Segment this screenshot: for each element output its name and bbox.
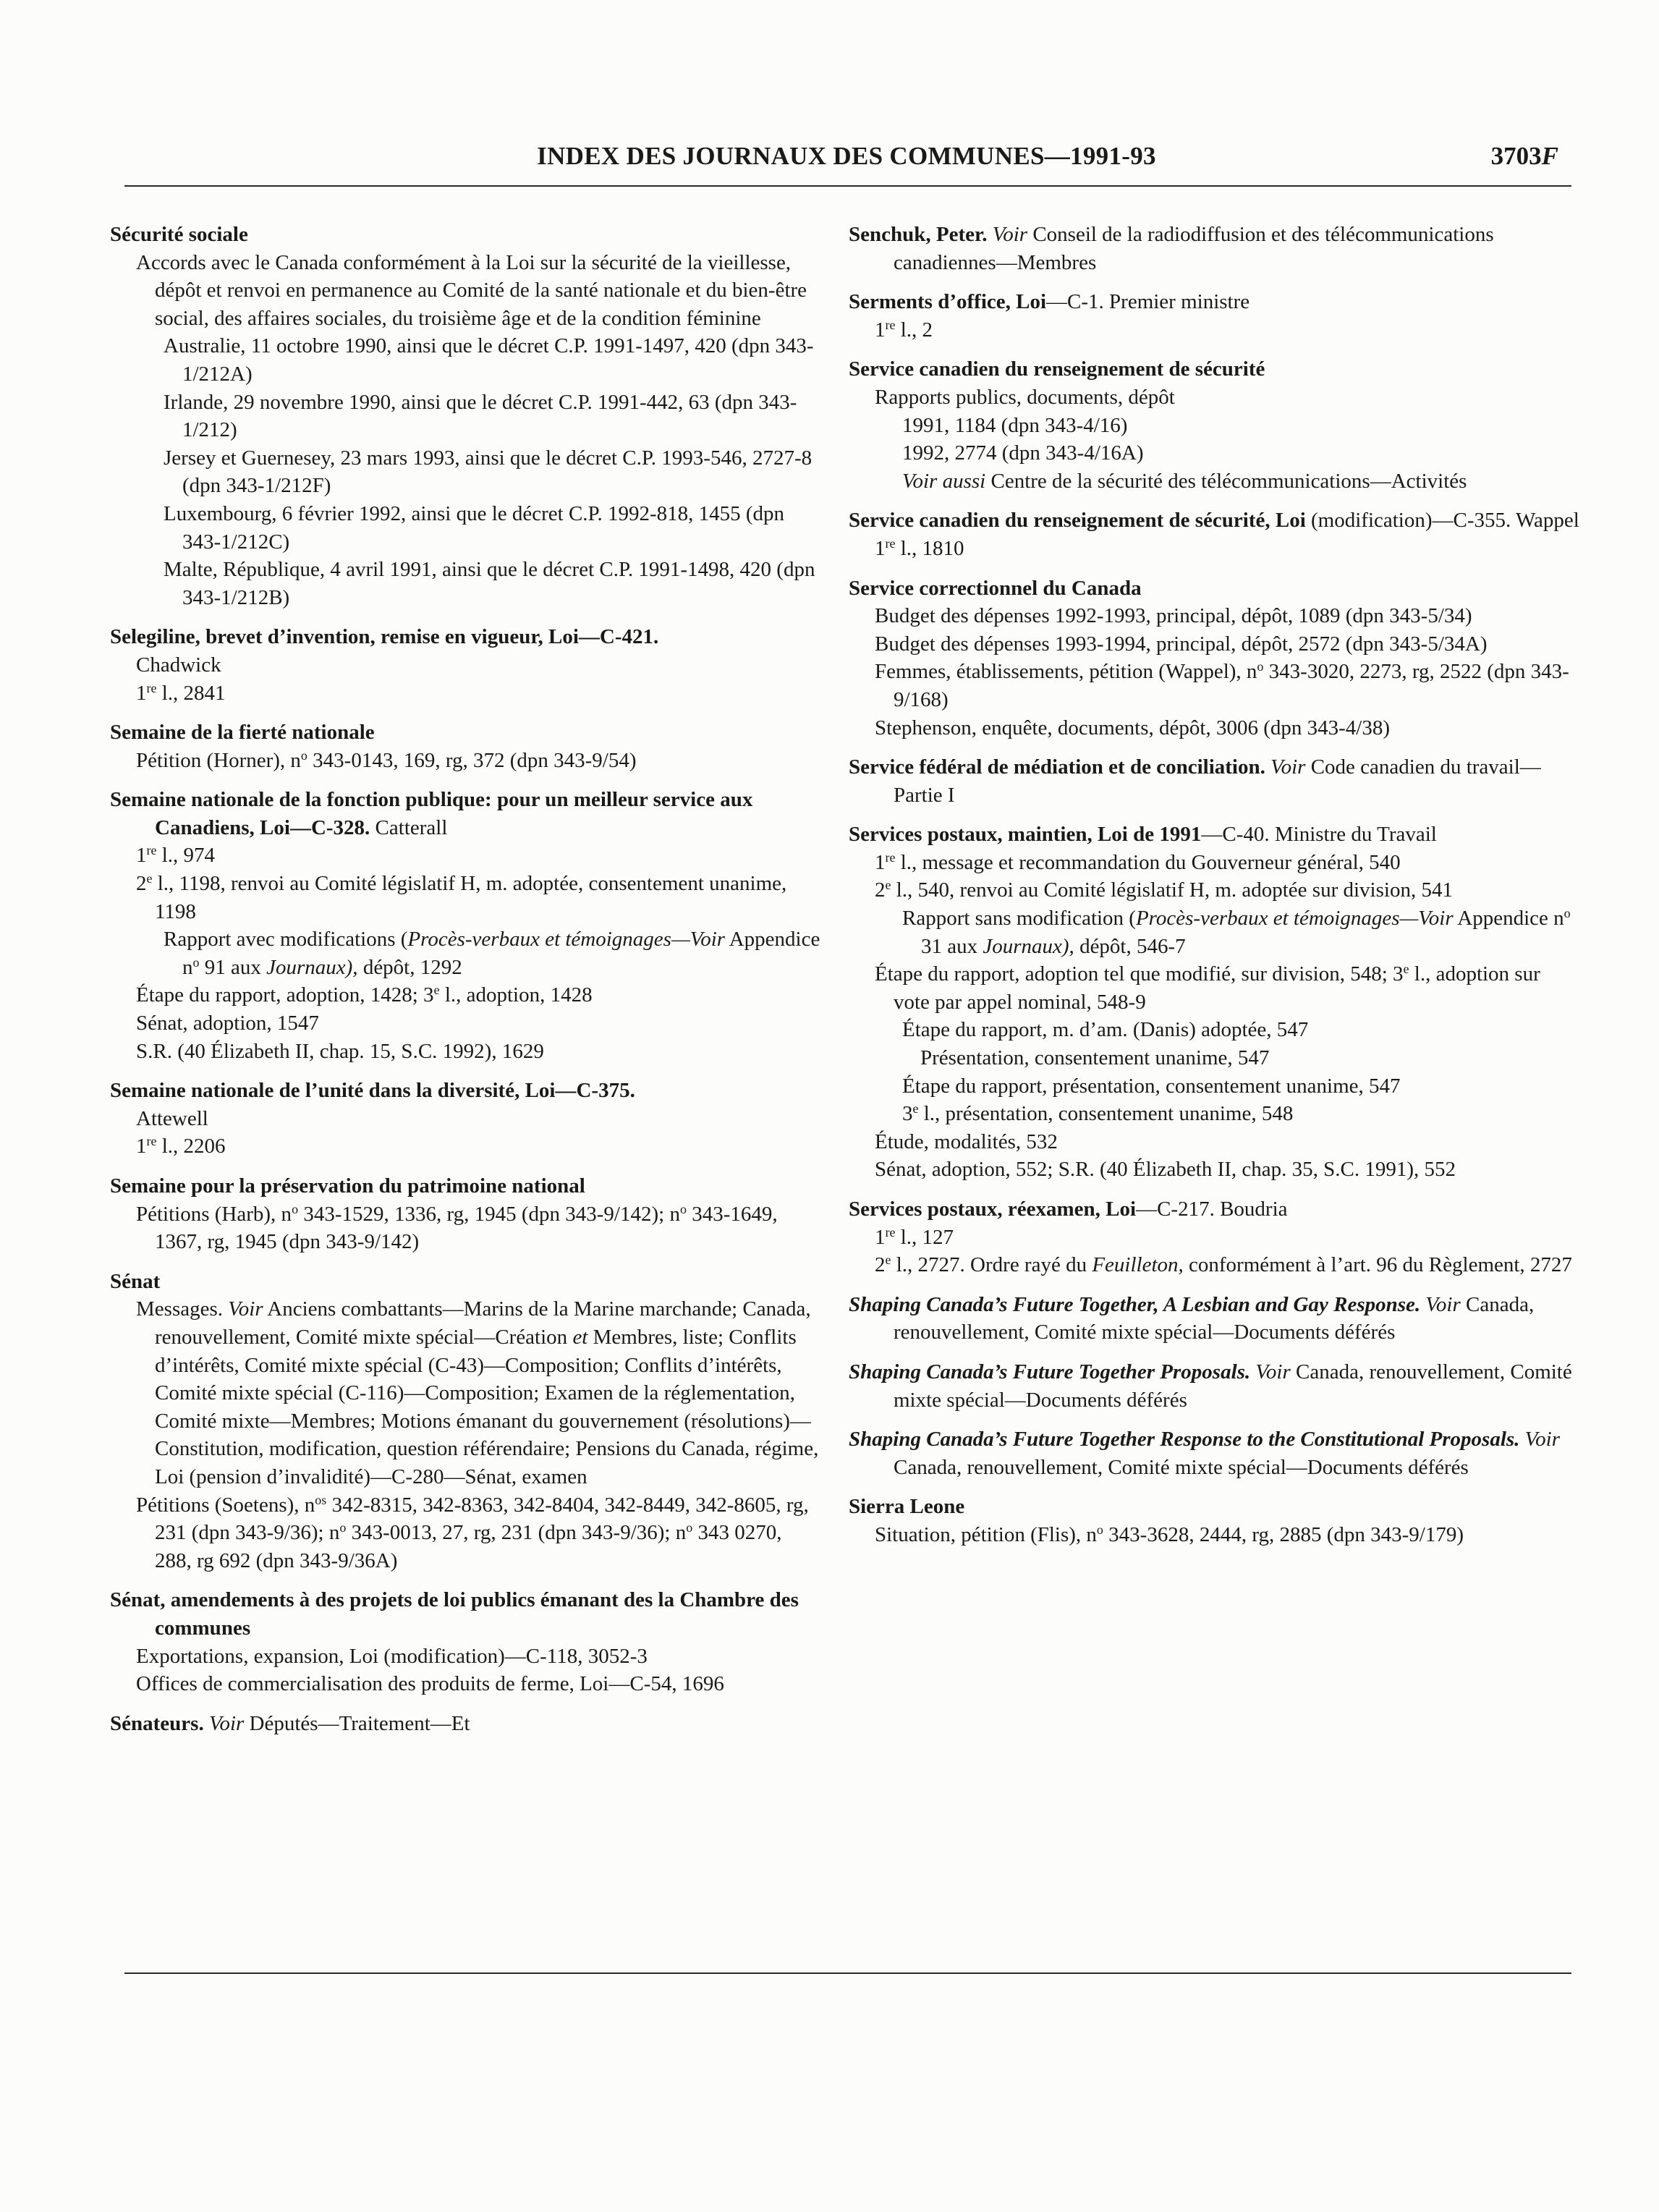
entry-sierra-leone [849,1493,1579,1548]
entry-heading: Sécurité sociale [110,223,248,246]
entry-subitem: Jersey et Guernesey, 23 mars 1993, ainsi que le décret C.P. 1993-546, 2727-8 (dpn 343-1/212F) [164,446,812,498]
entry-subitem: 1re l., 127 [875,1224,954,1249]
entry-subitem: Femmes, établissements, pétition (Wappel), $n^o$ 343-3020, 2273, rg, 2522 (dpn 343-9/168) [875,659,1569,711]
entry-subitem: Budget des dépenses 1993-1994, principal, dépôt, 2572 (dpn 343-5/34A) [875,632,1488,656]
entry-heading-block [849,288,1579,316]
entry-subitem: Pétition (Horner), $n^o$ 343-0143, 169, rg, 372 (dpn 343-9/54) [136,747,637,772]
entry-subitem: 1re l., 1810 [875,535,964,560]
feuilleton-italic: Feuilleton, [1092,1253,1184,1277]
entry-subitem: Accords avec le Canada conformément à la Loi sur la sécurité de la vieillesse, dépôt et renvoi en permanence au Comité de la santé nationale et du bien-être social, des affaires sociales, du troisième âge et de la condition féminine [136,250,807,330]
entry-heading: Sénat, amendements à des projets de loi publics émanant des la Chambre des communes [110,1588,799,1640]
entry-senat [110,1268,823,1575]
entry-heading-block [849,1195,1579,1224]
entry-subitem: 1992, 2774 (dpn 343-4/16A) [902,441,1144,465]
et-italic: et [572,1325,588,1349]
entry-heading: Semaine pour la préservation du patrimoine national [110,1174,585,1198]
entry-rest: (modification)—C-355. Wappel [1311,509,1579,533]
voir-aussi-italic: Voir aussi [902,469,986,493]
entry-shaping-2 [849,1358,1579,1414]
entry-subitem [849,467,1579,496]
entry-scrs [849,355,1579,495]
report-text: Appendice $n^o$ 91 aux [182,928,820,979]
left-column [110,221,823,1749]
voir-italic: Voir [208,1711,245,1735]
entry-serments [849,288,1579,344]
entry-heading: Sénateurs. [110,1711,204,1735]
entry-postaux-maintien [849,821,1579,1184]
entry-heading: Shaping Canada’s Future Together, A Lesbian and Gay Response. [849,1292,1421,1316]
entry-subitem: Offices de commercialisation des produits de ferme, Loi—C-54, 1696 [136,1672,724,1696]
voir-italic: Voir [992,223,1028,246]
entry-subitem [849,904,1579,960]
voir-italic: Voir [228,1297,263,1321]
entry-subitem: Étape du rapport, adoption, 1428; 3e l., adoption, 1428 [136,983,593,1007]
entry-heading: Service correctionnel du Canada [849,576,1142,600]
entry-subitem: Étape du rapport, adoption tel que modifié, sur division, 548; 3e l., adoption sur vote par appel nominal, 548-9 [875,962,1540,1014]
entry-heading-block [110,786,823,842]
entry-heading: Serments d’office, Loi [849,290,1047,314]
entry-subitem: Étape du rapport, m. d’am. (Danis) adoptée, 547 [902,1018,1309,1042]
entry-subitem [849,1251,1579,1279]
entry-heading: Services postaux, maintien, Loi de 1991 [849,823,1202,847]
entry-subitem: 2e l., 540, renvoi au Comité législatif H, m. adoptée sur division, 541 [875,878,1453,902]
entry-heading-block [849,1425,1579,1481]
report-italic: Journaux), [983,934,1074,958]
running-title: INDEX DES JOURNAUX DES COMMUNES—1991-93 [537,142,1156,170]
bottom-rule [124,1972,1571,1974]
entry-heading-block [849,1358,1579,1414]
voir-italic: Voir [1425,1292,1461,1316]
report-text: Rapport sans modification ( [902,907,1136,931]
entry-heading: Sierra Leone [849,1495,965,1519]
entry-securite-sociale [110,221,823,611]
entry-subitem: Australie, 11 octobre 1990, ainsi que le décret C.P. 1991-1497, 420 (dpn 343-1/212A) [164,334,814,386]
cross-reference: Centre de la sécurité des télécommunications—Activités [985,469,1467,493]
entry-subitem: 1re l., 2841 [136,680,226,705]
entry-subitem: Étude, modalités, 532 [875,1130,1058,1153]
entry-sponsor: Chadwick [136,653,221,677]
entry-heading: Shaping Canada’s Future Together Proposals. [849,1360,1251,1383]
page-header [123,142,1570,182]
messages-text: Anciens combattants—Marins de la Marine marchande; Canada, renouvellement, Comité mixte spécial—Création [155,1297,811,1349]
right-column [849,221,1579,1561]
cross-reference: Canada, renouvellement, Comité mixte spécial—Documents déférés [894,1292,1535,1344]
entry-sponsor: Catterall [375,815,448,839]
entry-heading-block [849,753,1579,809]
entry-senat-amendements [110,1586,823,1698]
reading-text: 2e l., 2727. Ordre rayé du [875,1253,1092,1277]
voir-italic: Voir [1255,1360,1291,1383]
entry-heading: Semaine de la fierté nationale [110,721,375,745]
entry-subitem: Malte, République, 4 avril 1991, ainsi que le décret C.P. 1991-1498, 420 (dpn 343-1/212B) [164,558,815,609]
cross-reference: Conseil de la radiodiffusion et des télécommunications canadiennes—Membres [894,223,1494,274]
entry-rest: —C-40. Ministre du Travail [1201,823,1437,847]
entry-subitem [110,925,823,981]
entry-heading: Semaine nationale de la fonction publique: pour un meilleur service aux Canadiens, Loi—C-328. [110,788,753,839]
entry-subitem: Étape du rapport, présentation, consentement unanime, 547 [902,1074,1401,1098]
entry-subitem [110,1295,823,1491]
entry-heading-block [849,507,1579,535]
entry-heading: Shaping Canada’s Future Together Response to the Constitutional Proposals. [849,1428,1520,1452]
entry-mediation [849,753,1579,809]
entry-subitem: Pétitions (Harb), $n^o$ 343-1529, 1336, rg, 1945 (dpn 343-9/142); $n^o$ 343-1649, 1367, rg, 1945 (dpn 343-9/142) [136,1201,778,1254]
report-text: dépôt, 1292 [357,955,462,979]
report-text: Rapport avec modifications ( [164,928,408,952]
entry-postaux-reexamen [849,1195,1579,1279]
entry-subitem: Budget des dépenses 1992-1993, principal, dépôt, 1089 (dpn 343-5/34) [875,604,1472,628]
entry-subitem: 1re l., 974 [136,843,216,868]
entry-subitem: 2e l., 1198, renvoi au Comité législatif H, m. adoptée, consentement unanime, 1198 [136,871,787,923]
entry-scrs-loi [849,507,1579,562]
entry-heading-block [849,221,1579,276]
entry-correctionnel [849,575,1579,742]
entry-selegiline [110,623,823,707]
entry-rest: —C-217. Boudria [1136,1198,1288,1221]
entry-heading: Selegiline, brevet d’invention, remise en vigueur, Loi—C-421. [110,625,659,649]
entry-heading-block [849,1291,1579,1347]
report-italic: Journaux), [266,955,358,979]
entry-subitem: 1re l., 2206 [136,1134,226,1158]
entry-subitem: Situation, pétition (Flis), $n^o$ 343-3628, 2444, rg, 2885 (dpn 343-9/179) [875,1522,1464,1546]
entry-subitem: 1991, 1184 (dpn 343-4/16) [902,413,1128,437]
entry-subitem: Irlande, 29 novembre 1990, ainsi que le décret C.P. 1991-442, 63 (dpn 343-1/212) [164,390,797,442]
report-text: dépôt, 546-7 [1074,934,1186,958]
page-number-digits: 3703 [1490,142,1542,170]
cross-reference: Canada, renouvellement, Comité mixte spécial—Documents déférés [894,1455,1469,1479]
reading-text: conformément à l’art. 96 du Règlement, 2727 [1183,1253,1572,1277]
entry-subitem: S.R. (40 Élizabeth II, chap. 15, S.C. 1992), 1629 [136,1039,544,1063]
messages-text: Membres, liste; Conflits d’intérêts, Comité mixte spécial (C-43)—Composition; Conflits d’intérêts, Comité mixte spécial (C-116)—Composition; Examen de la réglementation, Comité mixte—Membres; Motions émanant du gouvernement (résolutions)—Constitution, modification, question référendaire; Pensions du Canada, régime, Loi (pension d’invalidité)—C-280—Sénat, examen [155,1325,819,1488]
entry-subitem: 1re l., 2 [875,317,933,342]
entry-heading-block [110,1710,823,1738]
entry-rest: —C-1. Premier ministre [1046,290,1250,314]
top-rule [124,185,1571,187]
cross-reference: Députés—Traitement—Et [244,1711,470,1735]
cross-reference: Canada, renouvellement, Comité mixte spécial—Documents déférés [894,1360,1572,1412]
entry-heading: Senchuk, Peter. [849,223,988,246]
report-text: Appendice $n^o$ 31 aux [921,906,1571,958]
entry-senateurs [110,1710,823,1738]
entry-heading: Service canadien du renseignement de sécurité [849,357,1265,381]
report-italic: Procès-verbaux et témoignages—Voir [407,928,726,952]
entry-subitem: Sénat, adoption, 1547 [136,1012,319,1035]
cross-reference: Code canadien du travail—Partie I [894,755,1541,807]
entry-heading: Service canadien du renseignement de sécurité, Loi [849,509,1306,533]
entry-subitem: Luxembourg, 6 février 1992, ainsi que le décret C.P. 1992-818, 1455 (dpn 343-1/212C) [164,501,785,554]
entry-heading: Service fédéral de médiation et de conciliation. [849,755,1265,779]
entry-subitem: Exportations, expansion, Loi (modification)—C-118, 3052-3 [136,1644,648,1668]
entry-shaping-3 [849,1425,1579,1481]
page-number [1491,142,1558,171]
entry-heading: Services postaux, réexamen, Loi [849,1198,1137,1221]
entry-heading: Sénat [110,1269,161,1293]
entry-subitem: Stephenson, enquête, documents, dépôt, 3006 (dpn 343-4/38) [875,716,1390,740]
report-italic: Procès-verbaux et témoignages—Voir [1135,907,1454,931]
messages-text: Messages. [136,1297,229,1321]
entry-heading: Semaine nationale de l’unité dans la diversité, Loi—C-375. [110,1079,635,1103]
entry-heading-block [849,821,1579,849]
entry-fierte [110,719,823,774]
entry-unite [110,1077,823,1161]
entry-fonction-publique [110,786,823,1065]
entry-subitem: 1re l., message et recommandation du Gouverneur général, 540 [875,849,1401,874]
entry-subitem: Pétitions (Soetens), $n^{os}$ 342-8315, 342-8363, 342-8404, 342-8449, 342-8605, rg, 231 (dpn 343-9/36); $n^o$ 343-0013, 27, rg, 231 (dpn 343-9/36); $n^o$ 343 0270, 288, rg 692 (dpn 343-9/36A) [136,1492,809,1572]
entry-senchuk [849,221,1579,276]
page-number-suffix: F [1541,142,1558,170]
entry-sponsor: Attewell [136,1106,208,1130]
entry-subitem: Sénat, adoption, 552; S.R. (40 Élizabeth II, chap. 35, S.C. 1991), 552 [875,1158,1456,1182]
entry-shaping-1 [849,1291,1579,1347]
entry-subitem: Rapports publics, documents, dépôt [875,385,1175,409]
entry-subitem: 3e l., présentation, consentement unanime, 548 [902,1101,1294,1126]
voir-italic: Voir [1270,755,1306,779]
entry-subitem: Présentation, consentement unanime, 547 [920,1046,1270,1070]
voir-italic: Voir [1524,1428,1561,1452]
entry-patrimoine [110,1172,823,1256]
